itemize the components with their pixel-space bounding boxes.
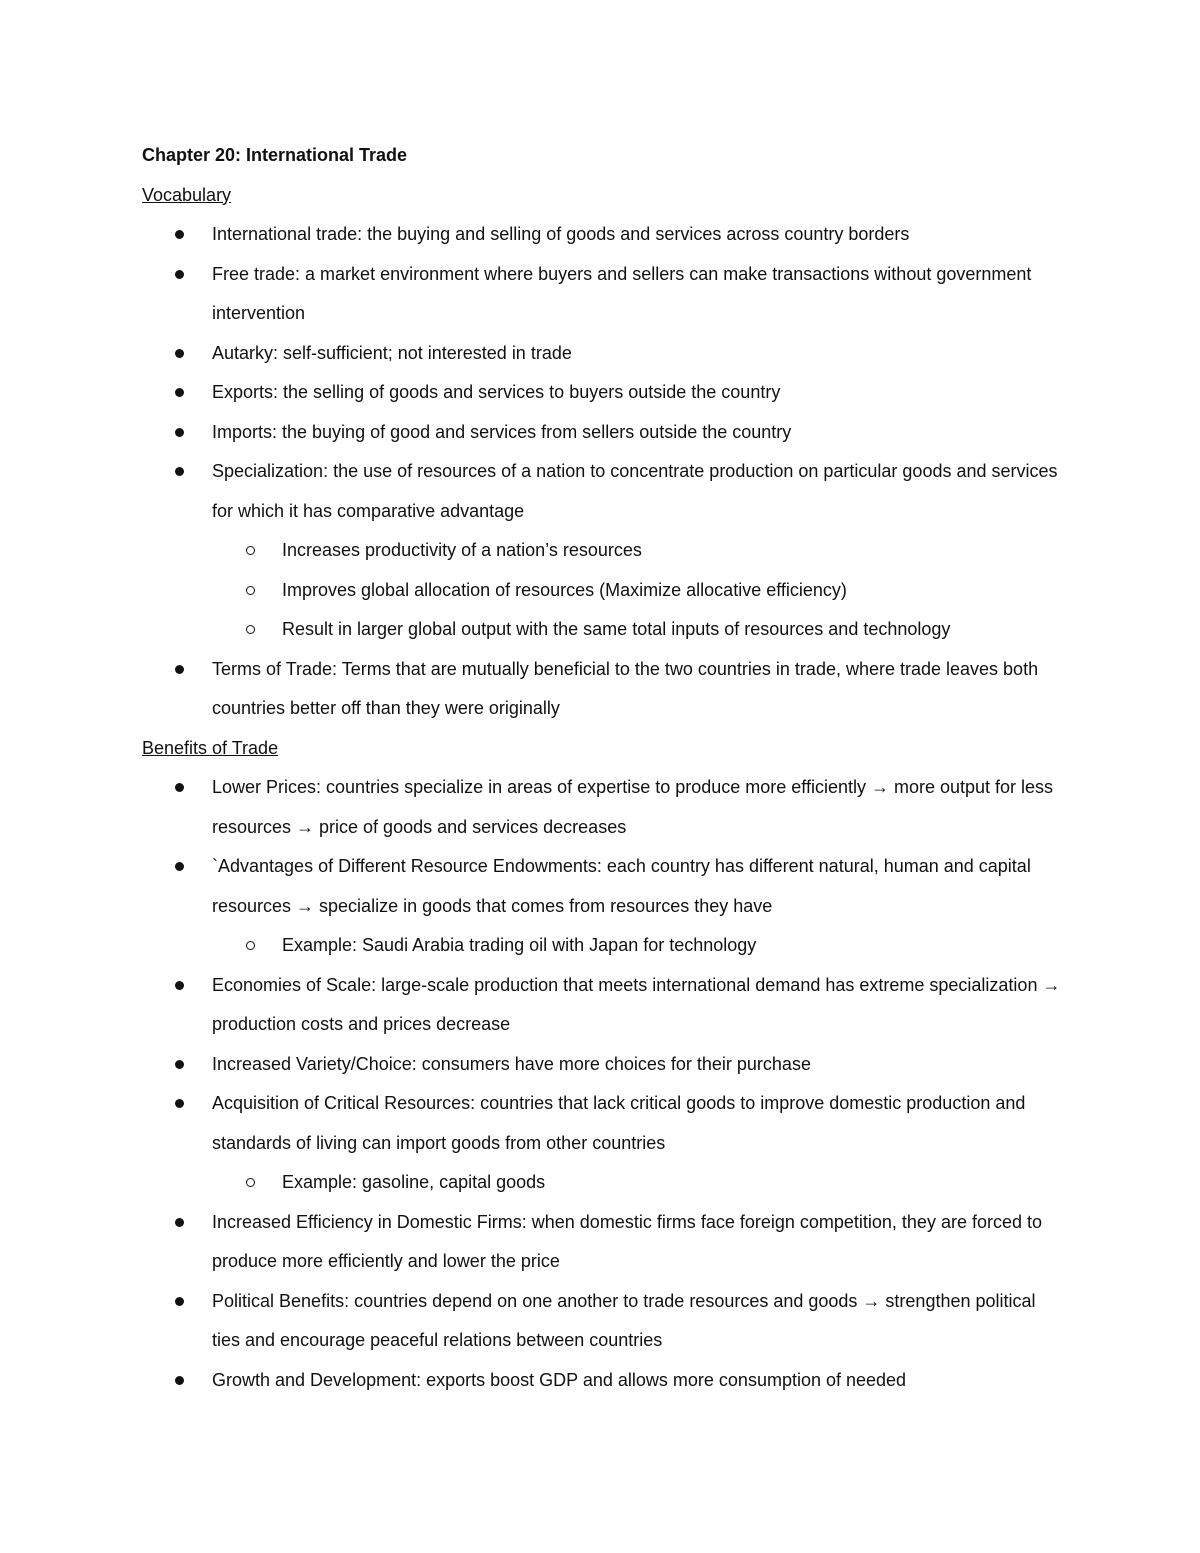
filled-bullet-icon	[175, 981, 184, 990]
hollow-bullet-icon	[246, 625, 255, 634]
hollow-bullet-icon	[246, 1178, 255, 1187]
list-item	[142, 768, 1062, 847]
sub-bullet-list	[212, 1163, 1062, 1203]
list-item-text: Economies of Scale: large-scale production that meets international demand has extreme specialization → production costs and prices decrease	[212, 974, 1061, 1034]
filled-bullet-icon	[175, 862, 184, 871]
sub-bullet-list	[212, 926, 1062, 966]
sub-list-item	[212, 1163, 1062, 1203]
section-heading: Benefits of Trade	[142, 737, 279, 758]
filled-bullet-icon	[175, 665, 184, 674]
filled-bullet-icon	[175, 270, 184, 279]
bullet-list	[142, 215, 1062, 729]
sub-list-item	[212, 926, 1062, 966]
document-body	[142, 136, 1062, 1400]
list-item	[142, 373, 1062, 413]
sub-list-item-text: Result in larger global output with the same total inputs of resources and technology	[282, 619, 951, 639]
sub-list-item-text: Increases productivity of a nation’s resources	[282, 540, 642, 560]
sub-list-item-text: Improves global allocation of resources (Maximize allocative efficiency)	[282, 579, 847, 600]
list-item-text: Acquisition of Critical Resources: countries that lack critical goods to improve domestic production and standards of living can import goods from other countries	[212, 1093, 1026, 1153]
list-item	[142, 215, 1062, 255]
list-item	[142, 255, 1062, 334]
list-item	[142, 334, 1062, 374]
list-item-text: Specialization: the use of resources of a nation to concentrate production on particular goods and services for which it has comparative advantage	[212, 461, 1058, 521]
sub-bullet-list	[212, 531, 1062, 650]
list-item	[142, 1361, 1062, 1401]
section-heading: Vocabulary	[142, 184, 232, 205]
hollow-bullet-icon	[246, 586, 255, 595]
bullet-list	[142, 768, 1062, 1400]
list-item	[142, 966, 1062, 1045]
filled-bullet-icon	[175, 1218, 184, 1227]
list-item-text: Growth and Development: exports boost GDP and allows more consumption of needed	[212, 1369, 907, 1390]
hollow-bullet-icon	[246, 546, 255, 555]
filled-bullet-icon	[175, 230, 184, 239]
list-item-text: Free trade: a market environment where buyers and sellers can make transactions without government intervention	[212, 263, 1032, 323]
list-item	[142, 650, 1062, 729]
filled-bullet-icon	[175, 783, 184, 792]
list-item-text: International trade: the buying and selling of goods and services across country borders	[212, 224, 910, 244]
sub-list-item-text: Example: gasoline, capital goods	[282, 1172, 546, 1192]
list-item	[142, 847, 1062, 966]
sub-list-item	[212, 610, 1062, 650]
sub-list-item	[212, 531, 1062, 571]
list-item-text: Lower Prices: countries specialize in areas of expertise to produce more efficiently → more output for less resources → price of goods and services decreases	[212, 777, 1054, 837]
list-item-text: Political Benefits: countries depend on one another to trade resources and goods → strengthen political ties and encourage peaceful relations between countries	[212, 1290, 1036, 1350]
list-item-text: `Advantages of Different Resource Endowments: each country has different natural, human and capital resources → specialize in goods that comes from resources they have	[212, 856, 1031, 916]
list-item-text: Exports: the selling of goods and services to buyers outside the country	[212, 382, 781, 402]
filled-bullet-icon	[175, 1060, 184, 1069]
list-item-text: Autarky: self-sufficient; not interested in trade	[212, 342, 572, 363]
list-item-text: Increased Efficiency in Domestic Firms: when domestic firms face foreign competition, they are forced to produce more efficiently and lower the price	[212, 1211, 1043, 1271]
filled-bullet-icon	[175, 467, 184, 476]
list-item-text: Terms of Trade: Terms that are mutually beneficial to the two countries in trade, where trade leaves both countries better off than they were originally	[212, 658, 1039, 718]
filled-bullet-icon	[175, 1297, 184, 1306]
sub-list-item	[212, 571, 1062, 611]
filled-bullet-icon	[175, 428, 184, 437]
list-item	[142, 1084, 1062, 1203]
hollow-bullet-icon	[246, 941, 255, 950]
list-item-text: Imports: the buying of good and services from sellers outside the country	[212, 421, 792, 442]
document-title: Chapter 20: International Trade	[142, 145, 408, 165]
list-item	[142, 1282, 1062, 1361]
filled-bullet-icon	[175, 1376, 184, 1385]
document-sections	[142, 176, 1062, 1401]
filled-bullet-icon	[175, 388, 184, 397]
list-item	[142, 452, 1062, 650]
list-item	[142, 1203, 1062, 1282]
list-item	[142, 413, 1062, 453]
list-item-text: Increased Variety/Choice: consumers have more choices for their purchase	[212, 1053, 811, 1074]
list-item	[142, 1045, 1062, 1085]
sub-list-item-text: Example: Saudi Arabia trading oil with Japan for technology	[282, 935, 757, 955]
filled-bullet-icon	[175, 1099, 184, 1108]
filled-bullet-icon	[175, 349, 184, 358]
